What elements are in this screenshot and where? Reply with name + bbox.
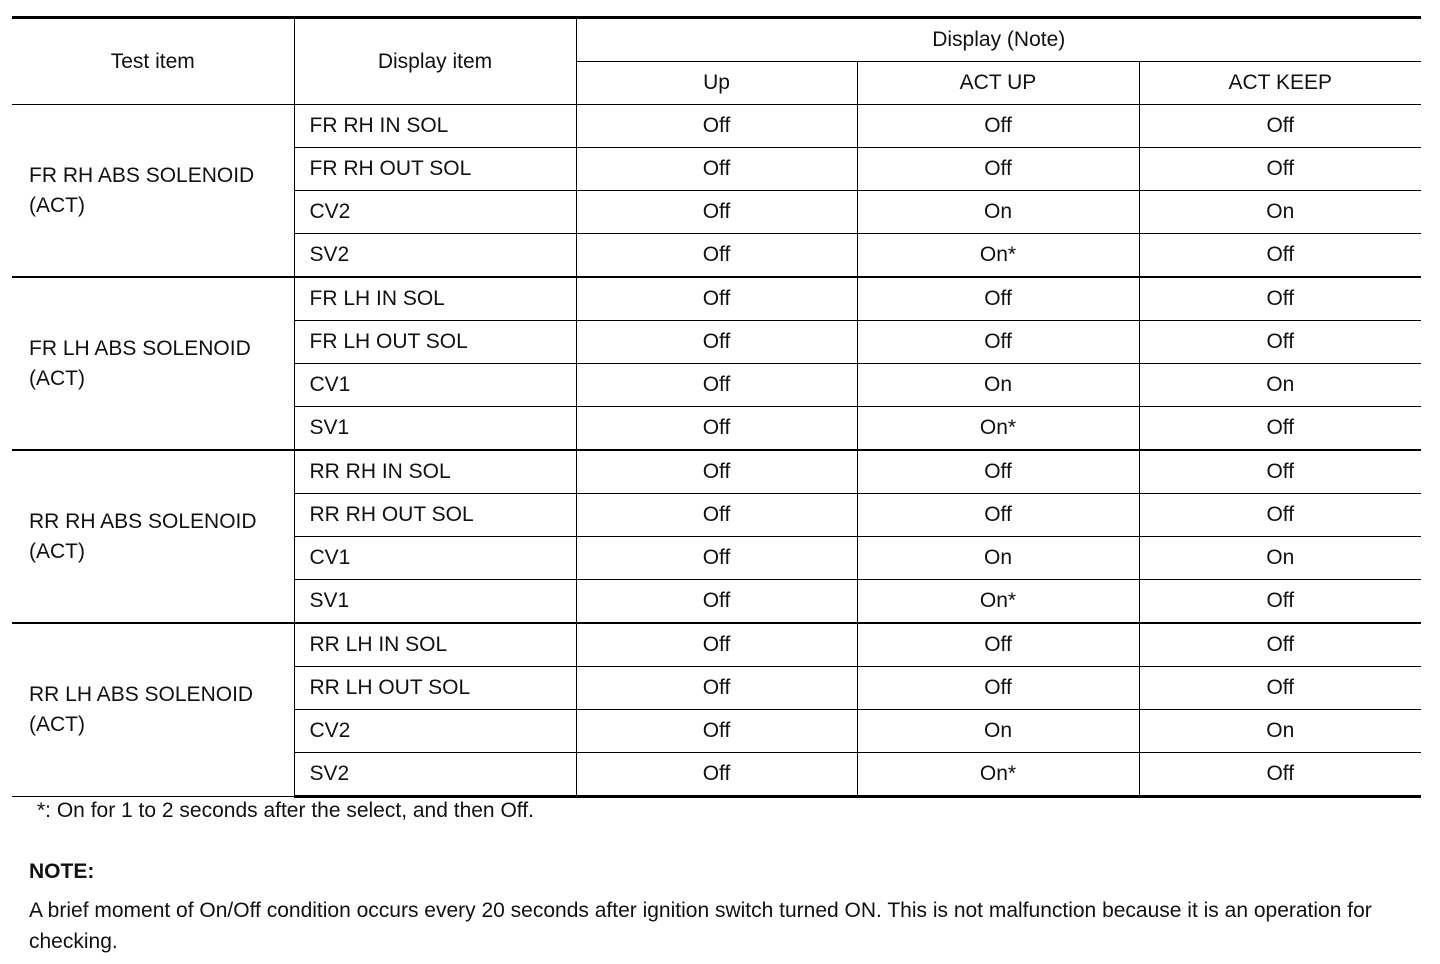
cell-up: Off	[576, 277, 857, 321]
cell-act-keep: Off	[1139, 234, 1421, 278]
cell-act-up: Off	[857, 667, 1139, 710]
display-item-cell: RR LH OUT SOL	[294, 667, 576, 710]
display-item-cell: FR RH OUT SOL	[294, 148, 576, 191]
cell-act-keep: Off	[1139, 623, 1421, 667]
display-item-cell: SV2	[294, 234, 576, 278]
header-act-keep: ACT KEEP	[1139, 62, 1421, 105]
test-item-cell	[12, 623, 294, 797]
cell-act-keep: Off	[1139, 148, 1421, 191]
display-item-cell: CV1	[294, 537, 576, 580]
cell-up: Off	[576, 321, 857, 364]
cell-up: Off	[576, 191, 857, 234]
cell-act-keep: Off	[1139, 494, 1421, 537]
cell-up: Off	[576, 105, 857, 148]
cell-act-keep: Off	[1139, 407, 1421, 451]
display-item-cell: CV2	[294, 710, 576, 753]
cell-act-keep: Off	[1139, 753, 1421, 797]
display-item-cell: FR RH IN SOL	[294, 105, 576, 148]
cell-up: Off	[576, 580, 857, 624]
solenoid-display-table	[12, 16, 1421, 798]
test-item-name: FR RH ABS SOLENOID	[29, 163, 255, 187]
cell-act-keep: On	[1139, 191, 1421, 234]
display-item-cell: SV1	[294, 407, 576, 451]
cell-up: Off	[576, 710, 857, 753]
cell-act-up: On*	[857, 234, 1139, 278]
cell-up: Off	[576, 494, 857, 537]
cell-act-up: On*	[857, 580, 1139, 624]
cell-act-up: On	[857, 537, 1139, 580]
display-item-cell: RR LH IN SOL	[294, 623, 576, 667]
cell-act-keep: On	[1139, 537, 1421, 580]
display-item-cell: SV1	[294, 580, 576, 624]
cell-up: Off	[576, 753, 857, 797]
test-item-suffix: (ACT)	[29, 539, 85, 563]
cell-up: Off	[576, 450, 857, 494]
table-row	[12, 105, 1421, 148]
header-row-1	[12, 18, 1421, 62]
cell-act-keep: Off	[1139, 580, 1421, 624]
cell-up: Off	[576, 364, 857, 407]
cell-up: Off	[576, 234, 857, 278]
cell-act-up: On	[857, 191, 1139, 234]
solenoid-display-table-wrapper	[12, 16, 1421, 798]
cell-up: Off	[576, 148, 857, 191]
display-item-cell: CV1	[294, 364, 576, 407]
test-item-name: FR LH ABS SOLENOID	[29, 336, 251, 360]
cell-act-up: Off	[857, 321, 1139, 364]
display-item-cell: RR RH OUT SOL	[294, 494, 576, 537]
test-item-suffix: (ACT)	[29, 193, 85, 217]
cell-act-up: On	[857, 710, 1139, 753]
cell-up: Off	[576, 537, 857, 580]
display-item-cell: CV2	[294, 191, 576, 234]
display-item-cell: FR LH IN SOL	[294, 277, 576, 321]
note-heading: NOTE:	[29, 860, 95, 883]
cell-act-keep: Off	[1139, 667, 1421, 710]
display-item-cell: RR RH IN SOL	[294, 450, 576, 494]
cell-up: Off	[576, 667, 857, 710]
header-test-item: Test item	[12, 18, 294, 105]
display-item-cell: SV2	[294, 753, 576, 797]
cell-act-up: On*	[857, 407, 1139, 451]
cell-act-keep: Off	[1139, 321, 1421, 364]
test-item-cell	[12, 450, 294, 623]
cell-act-up: Off	[857, 148, 1139, 191]
cell-act-up: Off	[857, 494, 1139, 537]
test-item-cell	[12, 277, 294, 450]
cell-up: Off	[576, 407, 857, 451]
note-text: A brief moment of On/Off condition occurs every 20 seconds after ignition switch turned ON. This is not malfunction because it is an operation for checking.	[29, 899, 1372, 953]
cell-act-keep: Off	[1139, 450, 1421, 494]
table-row	[12, 277, 1421, 321]
cell-act-up: Off	[857, 105, 1139, 148]
cell-act-keep: Off	[1139, 105, 1421, 148]
footnote: *: On for 1 to 2 seconds after the select, and then Off.	[37, 799, 534, 822]
header-display-note: Display (Note)	[576, 18, 1421, 62]
cell-act-up: Off	[857, 623, 1139, 667]
header-act-up: ACT UP	[857, 62, 1139, 105]
test-item-suffix: (ACT)	[29, 366, 85, 390]
cell-act-keep: On	[1139, 364, 1421, 407]
test-item-name: RR RH ABS SOLENOID	[29, 509, 257, 533]
table-body	[12, 105, 1421, 797]
header-up: Up	[576, 62, 857, 105]
display-item-cell: FR LH OUT SOL	[294, 321, 576, 364]
test-item-suffix: (ACT)	[29, 713, 85, 736]
test-item-cell	[12, 105, 294, 278]
cell-up: Off	[576, 623, 857, 667]
cell-act-keep: Off	[1139, 277, 1421, 321]
table-row	[12, 450, 1421, 494]
cell-act-keep: On	[1139, 710, 1421, 753]
test-item-name: RR LH ABS SOLENOID	[29, 683, 254, 706]
cell-act-up: Off	[857, 450, 1139, 494]
table-row	[12, 623, 1421, 667]
cell-act-up: Off	[857, 277, 1139, 321]
cell-act-up: On	[857, 364, 1139, 407]
cell-act-up: On*	[857, 753, 1139, 797]
header-display-item: Display item	[294, 18, 576, 105]
